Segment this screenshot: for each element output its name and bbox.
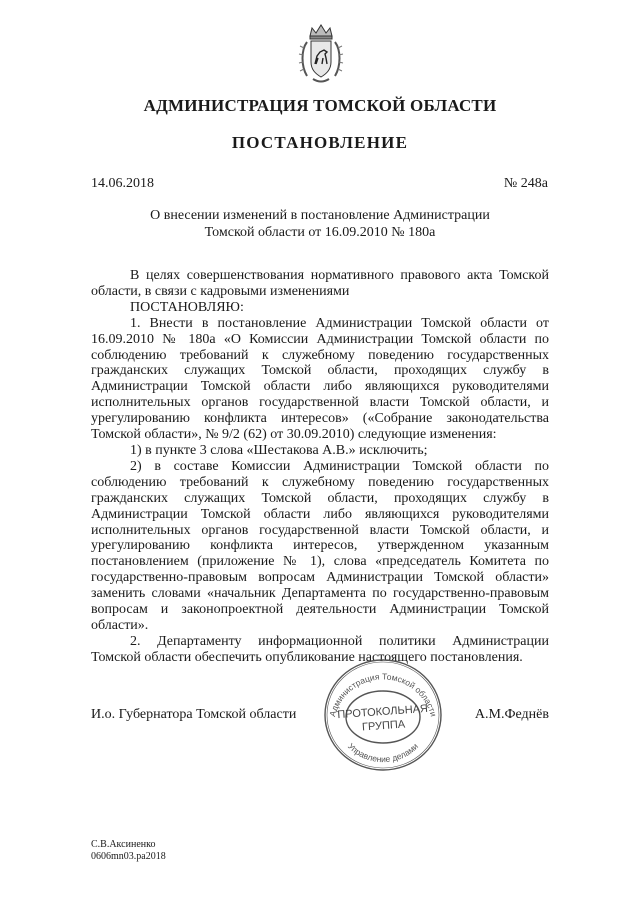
clause-2: 2. Департаменту информационной политики Администрации Томской области обеспечить опубликование настоящего постановления. [91, 633, 549, 665]
intro-paragraph: В целях совершенствования нормативного правового акта Томской области, в связи с кадровыми изменениями [91, 268, 549, 299]
decree-word: ПОСТАНОВЛЯЮ: [130, 299, 244, 315]
protocol-stamp [318, 655, 448, 775]
document-type: ПОСТАНОВЛЕНИЕ [231, 133, 409, 152]
executor-name: С.В.Аксиненко [91, 839, 156, 850]
stamp-ring-bottom-text: Управление делами [345, 741, 421, 765]
signatory-name: А.М.Феднёв [474, 707, 549, 722]
subject-line: Томской области от 16.09.2010 № 180а [204, 225, 436, 240]
stamp-center-line-2: ГРУППА [361, 718, 406, 734]
coat-of-arms-icon [298, 22, 344, 86]
subject-line: О внесении изменений в постановление Администрации [150, 208, 490, 223]
subclause-2: 2) в составе Комиссии Администрации Томской области по соблюдению требований к служебному поведению государственных гражданских служащих Томской области, проходящих службу в Администрации Томской области либо являющихся руководителями исполнительных органов государственной власти Томской области, и урегулированию конфликта интересов, утвержденном указанным постановлением (приложение № 1), слова «председатель Комитета по государственно-правовым вопросам Администрации Томской области» заменить словами «начальник Департамента по государственно-правовым вопросам и законопроектной деятельности Администрации Томской области». [91, 458, 549, 633]
organization-title: АДМИНИСТРАЦИЯ ТОМСКОЙ ОБЛАСТИ [143, 96, 497, 115]
executor-code: 0606mn03.ра2018 [91, 851, 166, 862]
clause-1: 1. Внести в постановление Администрации Томской области от 16.09.2010 № 180а «О Комиссии Администрации Томской области по соблюдению требований к служебному поведению государственных гражданских служащих Томской области, проходящих службу в Администрации Томской области либо являющихся руководителями исполнительных органов государственной власти Томской области, и урегулированию конфликта интересов» («Собрание законодательства Томской области», № 9/2 (62) от 30.09.2010) следующие изменения: [91, 315, 549, 443]
document-subject [0, 207, 640, 241]
document-body [91, 268, 549, 666]
executor-block [91, 839, 166, 863]
stamp-ring-top-text: Администрация Томской области [327, 671, 439, 718]
subclause-1: 1) в пункте 3 слова «Шестакова А.В.» исключить; [130, 442, 428, 458]
stamp-center-line-1: ПРОТОКОЛЬНАЯ [336, 702, 429, 722]
signatory-role: И.о. Губернатора Томской области [91, 707, 297, 722]
document-number: № 248а [503, 176, 548, 191]
document-date: 14.06.2018 [91, 176, 154, 191]
